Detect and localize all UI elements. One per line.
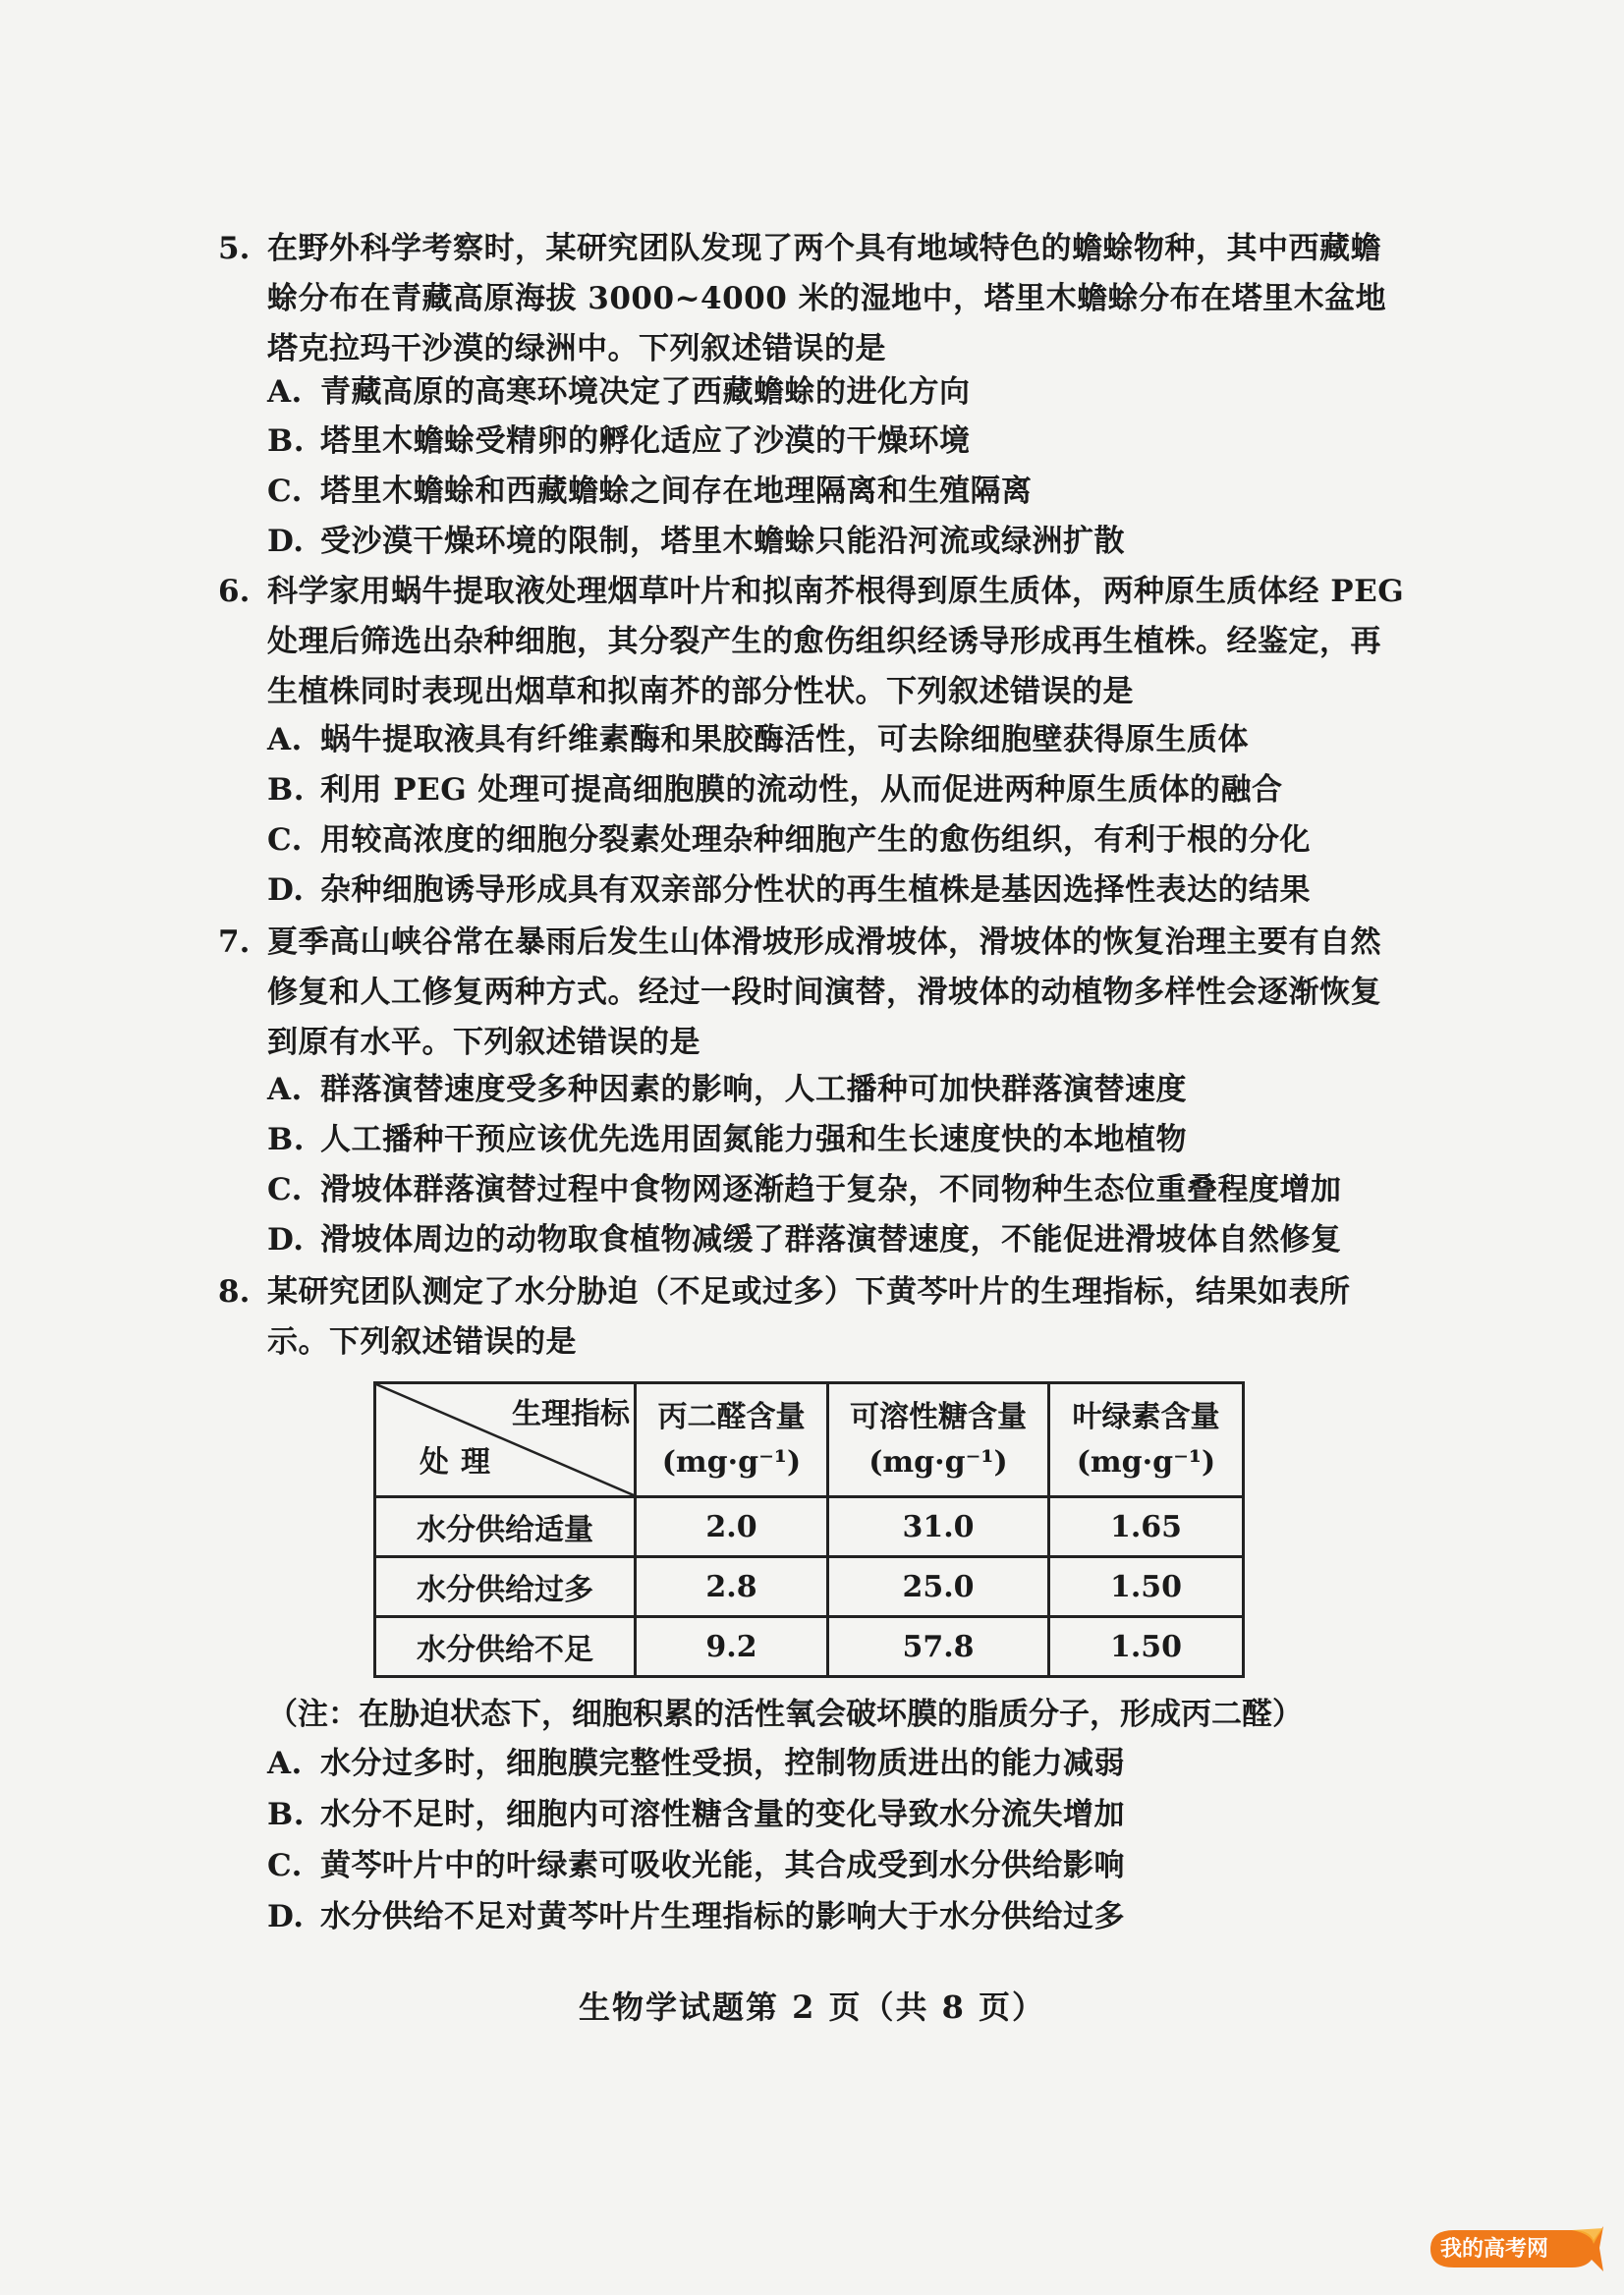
table-cell: 31.0 [828,1497,1049,1557]
table-corner-cell [375,1383,636,1497]
option-b: B. 利用 PEG 处理可提高细胞膜的流动性，从而促进两种原生质体的融合 [267,772,1283,808]
table-row [375,1557,1244,1617]
logo-text: 我的高考网 [1440,2237,1549,2262]
option-b: B. 塔里木蟾蜍受精卵的孵化适应了沙漠的干燥环境 [267,423,971,459]
table-cell: 1.65 [1049,1497,1244,1557]
option-a: A. 蜗牛提取液具有纤维素酶和果胶酶活性，可去除细胞壁获得原生质体 [267,722,1249,757]
corner-bottom-label: 处理 [420,1445,502,1480]
table-cell: 2.8 [636,1557,828,1617]
table-cell: 1.50 [1049,1617,1244,1677]
table-cell: 9.2 [636,1617,828,1677]
column-header: 丙二醛含量 (mg·g⁻¹) [636,1383,828,1497]
table-note: （注：在胁迫状态下，细胞积累的活性氧会破坏膜的脂质分子，形成丙二醛） [267,1697,1303,1732]
question-number: 7. [218,924,251,960]
table-row [375,1497,1244,1557]
question-5 [218,224,1407,374]
option-c: C. 滑坡体群落演替过程中食物网逐渐趋于复杂，不同物种生态位重叠程度增加 [267,1172,1342,1207]
option-b: B. 人工播种干预应该优先选用固氮能力强和生长速度快的本地植物 [267,1122,1187,1157]
question-number: 6. [218,574,251,609]
data-table [373,1381,1245,1678]
question-8 [218,1267,1407,1368]
option-c: C. 用较高浓度的细胞分裂素处理杂种细胞产生的愈伤组织，有利于根的分化 [267,822,1311,858]
row-label: 水分供给不足 [375,1617,636,1677]
option-a: A. 水分过多时，细胞膜完整性受损，控制物质进出的能力减弱 [267,1746,1125,1781]
column-header: 可溶性糖含量 (mg·g⁻¹) [828,1383,1049,1497]
table-cell: 25.0 [828,1557,1049,1617]
question-stem: 科学家用蜗牛提取液处理烟草叶片和拟南芥根得到原生质体，两种原生质体经 PEG 处理后筛选出杂种细胞，其分裂产生的愈伤组织经诱导形成再生植株。经鉴定，再生植株同时表现出烟草和拟南芥的部分性状。下列叙述错误的是 [267,574,1405,709]
column-header: 叶绿素含量 (mg·g⁻¹) [1049,1383,1244,1497]
option-d: D. 杂种细胞诱导形成具有双亲部分性状的再生植株是基因选择性表达的结果 [267,872,1311,908]
corner-top-label: 生理指标 [512,1397,630,1431]
option-d: D. 水分供给不足对黄芩叶片生理指标的影响大于水分供给过多 [267,1899,1125,1934]
table-cell: 57.8 [828,1617,1049,1677]
row-label: 水分供给过多 [375,1557,636,1617]
option-b: B. 水分不足时，细胞内可溶性糖含量的变化导致水分流失增加 [267,1797,1125,1832]
option-a: A. 群落演替速度受多种因素的影响，人工播种可加快群落演替速度 [267,1072,1187,1107]
question-number: 5. [218,231,251,266]
option-a: A. 青藏高原的高寒环境决定了西藏蟾蜍的进化方向 [267,374,971,410]
question-stem: 夏季高山峡谷常在暴雨后发生山体滑坡形成滑坡体，滑坡体的恢复治理主要有自然修复和人工修复两种方式。经过一段时间演替，滑坡体的动植物多样性会逐渐恢复到原有水平。下列叙述错误的是 [267,924,1381,1060]
table-cell: 1.50 [1049,1557,1244,1617]
table-row [375,1617,1244,1677]
option-c: C. 黄芩叶片中的叶绿素可吸收光能，其合成受到水分供给影响 [267,1848,1125,1883]
page-footer: 生物学试题第 2 页（共 8 页） [578,1988,1046,2026]
option-d: D. 受沙漠干燥环境的限制，塔里木蟾蜍只能沿河流或绿洲扩散 [267,524,1125,559]
option-d: D. 滑坡体周边的动物取食植物减缓了群落演替速度，不能促进滑坡体自然修复 [267,1222,1342,1258]
question-7 [218,918,1407,1068]
question-stem: 在野外科学考察时，某研究团队发现了两个具有地域特色的蟾蜍物种，其中西藏蟾蜍分布在青藏高原海拔 3000~4000 米的湿地中，塔里木蟾蜍分布在塔里木盆地塔克拉玛干沙漠的绿洲中。下列叙述错误的是 [267,231,1387,366]
table-cell: 2.0 [636,1497,828,1557]
question-6 [218,567,1407,717]
table-header-row [375,1383,1244,1497]
watermark-logo[interactable] [1425,2222,1606,2275]
row-label: 水分供给适量 [375,1497,636,1557]
option-c: C. 塔里木蟾蜍和西藏蟾蜍之间存在地理隔离和生殖隔离 [267,474,1033,509]
question-stem: 某研究团队测定了水分胁迫（不足或过多）下黄芩叶片的生理指标，结果如表所示。下列叙述错误的是 [267,1274,1351,1360]
question-number: 8. [218,1274,251,1310]
